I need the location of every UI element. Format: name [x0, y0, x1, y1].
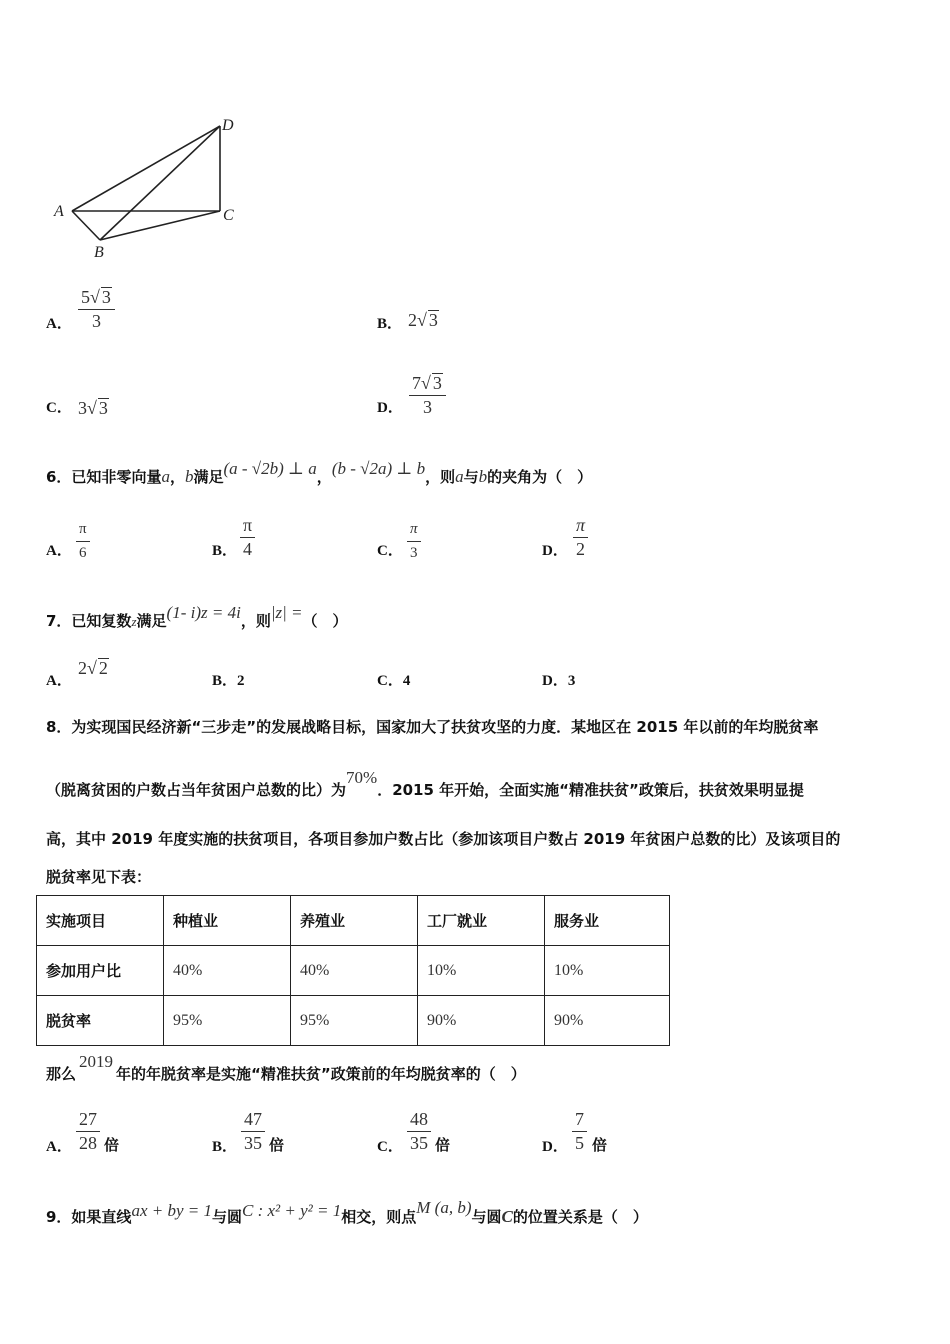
- q8-option-d-label: D．: [542, 1139, 568, 1155]
- q8-line-3: 高，其中 2019 年度实施的扶贫项目，各项目参加户数占比（参加该项目户数占 2019 年贫困户总数的比）及该项目的: [46, 830, 841, 848]
- q6-option-c-label: C．: [377, 543, 403, 559]
- q8-option-c-unit: 倍: [435, 1136, 451, 1154]
- q6-option-d-label: D．: [542, 543, 568, 559]
- point-label-a: A: [54, 203, 64, 220]
- q5-option-d-value: $\frac{7√ 3}{3}$: [409, 372, 446, 418]
- q8-line-2: （脱离贫困的户数占当年贫困户总数的比）为70%．2015 年开始，全面实施“精准扶贫”政策后，扶贫效果明显提: [46, 768, 804, 799]
- table-cell: 工厂就业: [418, 896, 545, 946]
- table-cell: 养殖业: [291, 896, 418, 946]
- table-cell: 10%: [545, 946, 670, 996]
- q5-option-b-value: 2√ 3: [408, 310, 438, 330]
- q8-line-1: 8．为实现国民经济新“三步走”的发展战略目标，国家加大了扶贫攻坚的力度．某地区在 2015 年以前的年均脱贫率: [46, 718, 819, 736]
- q8-option-d-unit: 倍: [592, 1136, 608, 1154]
- q8-option-b-value: $\frac{47}{35}$: [241, 1108, 265, 1154]
- q9-stem: 9．如果直线ax + by = 1与圆C : x² + y² = 1相交，则点M (a, b)与圆C的位置关系是（ ）: [46, 1198, 648, 1226]
- q5-option-c-label: C．: [46, 400, 72, 416]
- q8-question: 那么2019年的年脱贫率是实施“精准扶贫”政策前的年均脱贫率的（ ）: [46, 1052, 526, 1083]
- q8-option-b-unit: 倍: [269, 1136, 285, 1154]
- q8-option-d-value: $\frac{7}{5}$: [572, 1108, 587, 1154]
- table-cell: 90%: [545, 996, 670, 1046]
- q8-option-a-label: A．: [46, 1139, 72, 1155]
- q7-stem: 7．已知复数z满足(1- i)z = 4i，则|z| =（ ）: [46, 603, 348, 630]
- table-cell: 95%: [164, 996, 291, 1046]
- table-row: [37, 896, 670, 946]
- q8-option-c-label: C．: [377, 1139, 403, 1155]
- table-cell: 90%: [418, 996, 545, 1046]
- q5-option-c-value: 3√ 3: [78, 398, 108, 418]
- q8-option-c-value: $\frac{48}{35}$: [407, 1108, 431, 1154]
- table-cell: 服务业: [545, 896, 670, 946]
- q7-option-c: C．4: [377, 673, 411, 689]
- q7-option-a-value: 2√ 2: [78, 658, 108, 678]
- table-cell: 40%: [291, 946, 418, 996]
- point-label-c: C: [223, 207, 234, 224]
- table-cell: 参加用户比: [37, 946, 164, 996]
- q6-option-b-label: B．: [212, 543, 238, 559]
- q5-option-d-label: D．: [377, 400, 403, 416]
- table-cell: 95%: [291, 996, 418, 1046]
- q6-stem: 6．已知非零向量a，b满足(a - √2b) ⊥ a，(b - √2a) ⊥ b，则a与b的夹角为（ ）: [46, 459, 593, 486]
- q8-option-a-unit: 倍: [104, 1136, 120, 1154]
- q6-option-d-value: $\frac{\pi}{2}$: [573, 514, 588, 560]
- q5-option-a-label: A．: [46, 316, 72, 332]
- table-cell: 实施项目: [37, 896, 164, 946]
- q6-option-a-value: $\frac{\pi}{6}$: [76, 518, 90, 564]
- q8-line-4: 脱贫率见下表：: [46, 868, 152, 886]
- table-row: [37, 996, 670, 1046]
- q8-option-b-label: B．: [212, 1139, 238, 1155]
- table-cell: 10%: [418, 946, 545, 996]
- q6-option-a-label: A．: [46, 543, 72, 559]
- q5-option-b-label: B．: [377, 316, 403, 332]
- q6-option-b-value: $\frac{\pi}{4}$: [240, 514, 255, 560]
- point-label-d: D: [222, 117, 234, 134]
- point-label-b: B: [94, 244, 104, 261]
- q7-option-b: B．2: [212, 673, 245, 689]
- table-cell: 脱贫率: [37, 996, 164, 1046]
- table-cell: 种植业: [164, 896, 291, 946]
- q7-option-d: D．3: [542, 673, 576, 689]
- table-cell: 40%: [164, 946, 291, 996]
- q6-option-c-value: $\frac{\pi}{3}$: [407, 518, 421, 564]
- geometry-figure: [40, 108, 260, 268]
- table-row: [37, 946, 670, 996]
- q5-option-a-value: $\frac{5√ 3}{3}$: [78, 286, 115, 332]
- poverty-table: [36, 895, 670, 1046]
- q8-option-a-value: $\frac{27}{28}$: [76, 1108, 100, 1154]
- q7-option-a-label: A．: [46, 673, 72, 689]
